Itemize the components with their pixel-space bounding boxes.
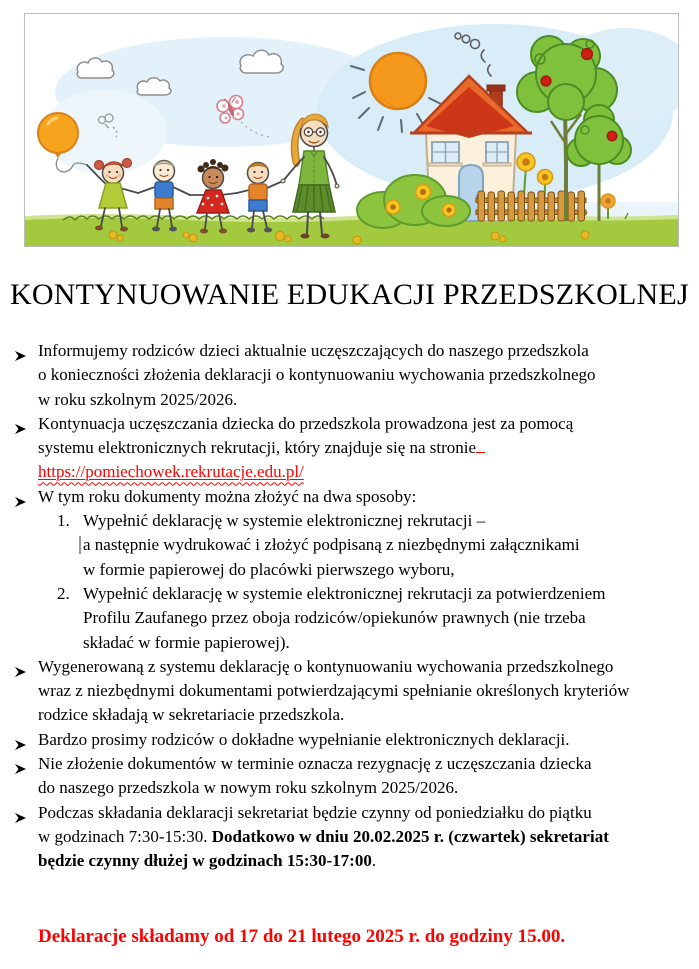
list-number: 2.	[57, 583, 70, 603]
illustration-fence	[476, 191, 586, 221]
numbered-text-line: w formie papierowej do placówki pierwszego wyboru,	[83, 559, 455, 579]
bullet-text-line: wraz z niezbędnymi dokumentami potwierdzającymi spełnianie określonych kryteriów	[38, 681, 630, 701]
bullet-item	[0, 412, 699, 436]
bullet-arrowhead-icon	[14, 758, 28, 770]
extra-hours-bold-text: będzie czynny dłużej w godzinach 15:30-17:00	[38, 851, 372, 871]
bullet-arrowhead-icon	[14, 418, 28, 430]
numbered-text-line: składać w formie papierowej).	[83, 632, 290, 652]
bullet-text-line: będzie czynny dłużej w godzinach 15:30-17:00.	[38, 851, 377, 871]
bullet-text: Nie złożenie dokumentów w terminie oznacza rezygnację z uczęszczania dziecka	[38, 754, 592, 774]
recruitment-site-link-text: https://pomiechowek.rekrutacje.edu.pl/	[38, 462, 304, 482]
bullet-text: Informujemy rodziców dzieci aktualnie uczęszczających do naszego przedszkola	[38, 341, 589, 360]
deadline-notice: Deklaracje składamy od 17 do 21 lutego 2025 r. do godziny 15.00.	[38, 926, 566, 947]
bullet-item	[0, 655, 699, 679]
bullet-text: Bardzo prosimy rodziców o dokładne wypełnianie elektronicznych deklaracji.	[38, 729, 570, 749]
extra-hours-bold-text: Dodatkowo w dniu 20.02.2025 r. (czwartek) sekretariat	[211, 826, 609, 846]
bullet-text: W tym roku dokumenty można złożyć na dwa sposoby:	[38, 486, 417, 506]
bullet-text: Kontynuacja uczęszczania dziecka do przedszkola prowadzona jest za pomocą	[38, 413, 574, 433]
opening-hours-text: w godzinach 7:30-15:30.	[38, 826, 212, 846]
bullet-arrowhead-icon	[14, 491, 28, 503]
kindergarten-illustration	[24, 13, 679, 247]
bullet-text-line: w roku szkolnym 2025/2026.	[38, 389, 238, 409]
bullet-text-line: do naszego przedszkola w nowym roku szkolnym 2025/2026.	[38, 778, 459, 798]
numbered-text-line: Profilu Zaufanego przez oboja rodziców/opiekunów prawnych (nie trzeba	[83, 608, 586, 628]
bullet-text-line: systemu elektronicznych rekrutacji, który znajduje się na stronie	[0, 436, 699, 460]
bullet-item	[0, 752, 699, 776]
bullet-arrowhead-icon	[14, 807, 28, 819]
children-teacher-house-illustration	[25, 14, 678, 246]
text-cursor	[79, 536, 81, 554]
bullet-item	[0, 485, 699, 509]
numbered-text-line: a następnie wydrukować i złożyć podpisaną z niezbędnymi załącznikami	[0, 533, 699, 557]
page-title: KONTYNUOWANIE EDUKACJI PRZEDSZKOLNEJ	[10, 278, 689, 311]
bullet-text: Podczas składania deklaracji sekretariat będzie czynny od poniedziałku do piątku	[38, 802, 592, 822]
bullet-arrowhead-icon	[14, 734, 28, 746]
bullet-item	[0, 339, 699, 363]
numbered-item: 1. Wypełnić deklarację w systemie elektronicznej rekrutacji –	[0, 509, 699, 533]
link-underline-tail	[476, 438, 485, 453]
bullet-text-line	[0, 825, 699, 849]
bullet-arrowhead-icon	[14, 345, 28, 357]
bullet-text-line: o konieczności złożenia deklaracji o kontynuowaniu wychowania przedszkolnego	[38, 365, 596, 385]
recruitment-site-link[interactable]	[38, 462, 304, 481]
bullet-item	[0, 801, 699, 825]
bullet-arrowhead-icon	[14, 661, 28, 673]
numbered-item: 2. Wypełnić deklarację w systemie elektronicznej rekrutacji za potwierdzeniem	[0, 582, 699, 606]
announcement-body	[0, 339, 699, 874]
bullet-text: Wygenerowaną z systemu deklarację o kontynuowaniu wychowania przedszkolnego	[38, 656, 614, 676]
bullet-text-line: rodzice składają w sekretariacie przedszkola.	[38, 705, 345, 725]
bullet-item	[0, 728, 699, 752]
list-number: 1.	[57, 511, 70, 531]
bullet-text-line	[0, 460, 699, 484]
